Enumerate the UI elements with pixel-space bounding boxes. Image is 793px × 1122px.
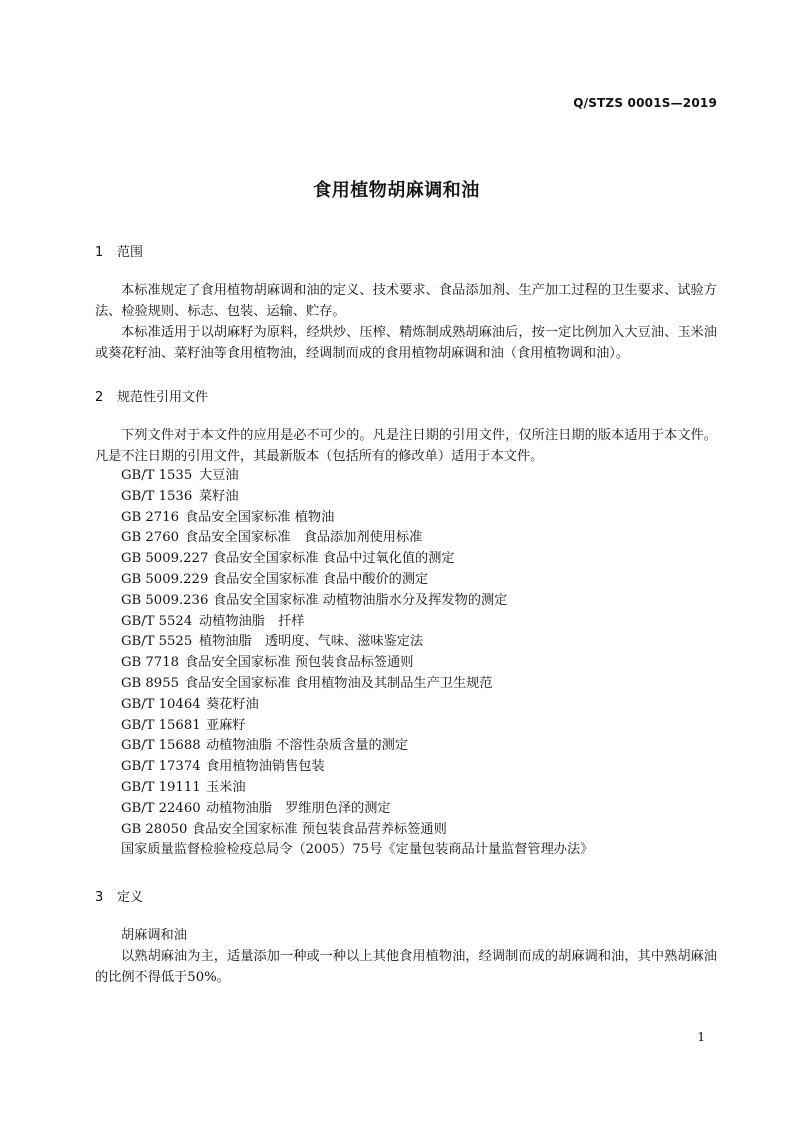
reference-item-order: 国家质量监督检验检疫总局令（2005）75号《定量包装商品计量监督管理办法》	[121, 842, 594, 858]
section-2-intro: 下列文件对于本文件的应用是必不可少的。凡是注日期的引用文件，仅所注日期的版本适用于本文件。凡是不注日期的引用文件，其最新版本（包括所有的修改单）适用于本文件。	[95, 428, 717, 464]
reference-item	[121, 570, 593, 591]
reference-name: 食品安全国家标准 预包装食品标签通则	[185, 655, 414, 671]
section-3-heading	[95, 886, 143, 905]
reference-code: GB/T 17374	[121, 759, 201, 775]
reference-code: GB/T 5524	[121, 613, 193, 629]
reference-item	[121, 591, 593, 612]
section-2-number: 2	[95, 390, 104, 405]
reference-item	[121, 632, 593, 653]
document-title: 食用植物胡麻调和油	[313, 180, 480, 201]
reference-name: 亚麻籽	[206, 717, 246, 733]
reference-name: 食品安全国家标准 食用植物油及其制品生产卫生规范	[185, 675, 493, 691]
reference-name: 大豆油	[199, 468, 239, 483]
section-1-number: 1	[95, 245, 104, 260]
section-1-paragraph-1: 本标准规定了食用植物胡麻调和油的定义、技术要求、食品添加剂、生产加工过程的卫生要求、试验方法、检验规则、标志、包装、运输、贮存。	[95, 283, 717, 319]
reference-code: GB 7718	[121, 655, 179, 671]
reference-name: 植物油脂 透明度、气味、滋味鉴定法	[199, 634, 424, 650]
reference-name: 动植物油脂 不溶性杂质含量的测定	[206, 738, 409, 754]
reference-item	[121, 674, 593, 695]
section-1-paragraph-2: 本标准适用于以胡麻籽为原料，经烘炒、压榨、精炼制成熟胡麻油后，按一定比例加入大豆油、玉米油或葵花籽油、菜籽油等食用植物油，经调制而成的食用植物胡麻调和油（食用植物调和油）。	[95, 325, 717, 361]
reference-code: GB 8955	[121, 675, 179, 691]
term-name: 胡麻调和油	[121, 928, 187, 943]
section-1-heading	[95, 241, 143, 260]
section-3-number: 3	[95, 890, 104, 905]
reference-item	[121, 528, 593, 549]
reference-code: GB/T 10464	[121, 696, 201, 712]
reference-item	[121, 612, 593, 633]
reference-item	[121, 757, 593, 778]
reference-code: GB/T 22460	[121, 800, 201, 816]
section-1-title: 范围	[117, 245, 144, 260]
reference-code: GB/T 1535	[121, 468, 193, 483]
reference-name: 食用植物油销售包装	[206, 759, 325, 775]
reference-name: 食品安全国家标准 食品添加剂使用标准	[185, 530, 423, 546]
section-3-title: 定义	[117, 890, 144, 905]
reference-code: GB 5009.227	[121, 551, 209, 567]
reference-item	[121, 799, 593, 820]
reference-list	[121, 466, 593, 861]
reference-item	[121, 736, 593, 757]
section-2-title: 规范性引用文件	[117, 390, 209, 405]
reference-code: GB/T 15688	[121, 738, 201, 754]
reference-code: GB/T 19111	[121, 779, 201, 795]
reference-name: 动植物油脂 罗维朋色泽的测定	[206, 800, 391, 816]
reference-code: GB 5009.229	[121, 571, 209, 587]
reference-code: GB 2760	[121, 530, 179, 546]
reference-code: GB 28050	[121, 821, 188, 837]
reference-code: GB 5009.236	[121, 592, 209, 608]
reference-name: 食品安全国家标准 食品中酸价的测定	[213, 571, 429, 587]
reference-name: 菜籽油	[199, 488, 239, 504]
reference-name: 葵花籽油	[206, 696, 259, 712]
reference-item	[121, 778, 593, 799]
reference-name: 食品安全国家标准 预包装食品营养标签通则	[192, 821, 447, 837]
reference-name: 动植物油脂 扦样	[199, 613, 305, 629]
section-2-heading	[95, 386, 208, 405]
reference-name: 食品安全国家标准 食品中过氧化值的测定	[213, 551, 455, 567]
reference-item	[121, 549, 593, 570]
standard-code: Q/STZS 0001S—2019	[573, 96, 717, 110]
reference-code: GB/T 1536	[121, 488, 193, 504]
reference-item	[121, 716, 593, 737]
reference-name: 玉米油	[206, 779, 246, 795]
reference-code: GB 2716	[121, 509, 179, 525]
reference-item	[121, 820, 593, 841]
reference-code: GB/T 15681	[121, 717, 201, 733]
reference-item	[121, 653, 593, 674]
reference-name: 食品安全国家标准 动植物油脂水分及挥发物的测定	[213, 592, 508, 608]
term-definition: 以熟胡麻油为主，适量添加一种或一种以上其他食用植物油，经调制而成的胡麻调和油，其中熟胡麻油的比例不得低于50%。	[95, 949, 717, 985]
reference-item	[121, 508, 593, 529]
page-number: 1	[697, 1030, 705, 1044]
reference-code: GB/T 5525	[121, 634, 193, 650]
reference-name: 食品安全国家标准 植物油	[185, 509, 335, 525]
reference-item	[121, 695, 593, 716]
reference-item	[121, 487, 593, 508]
reference-item	[121, 466, 593, 487]
